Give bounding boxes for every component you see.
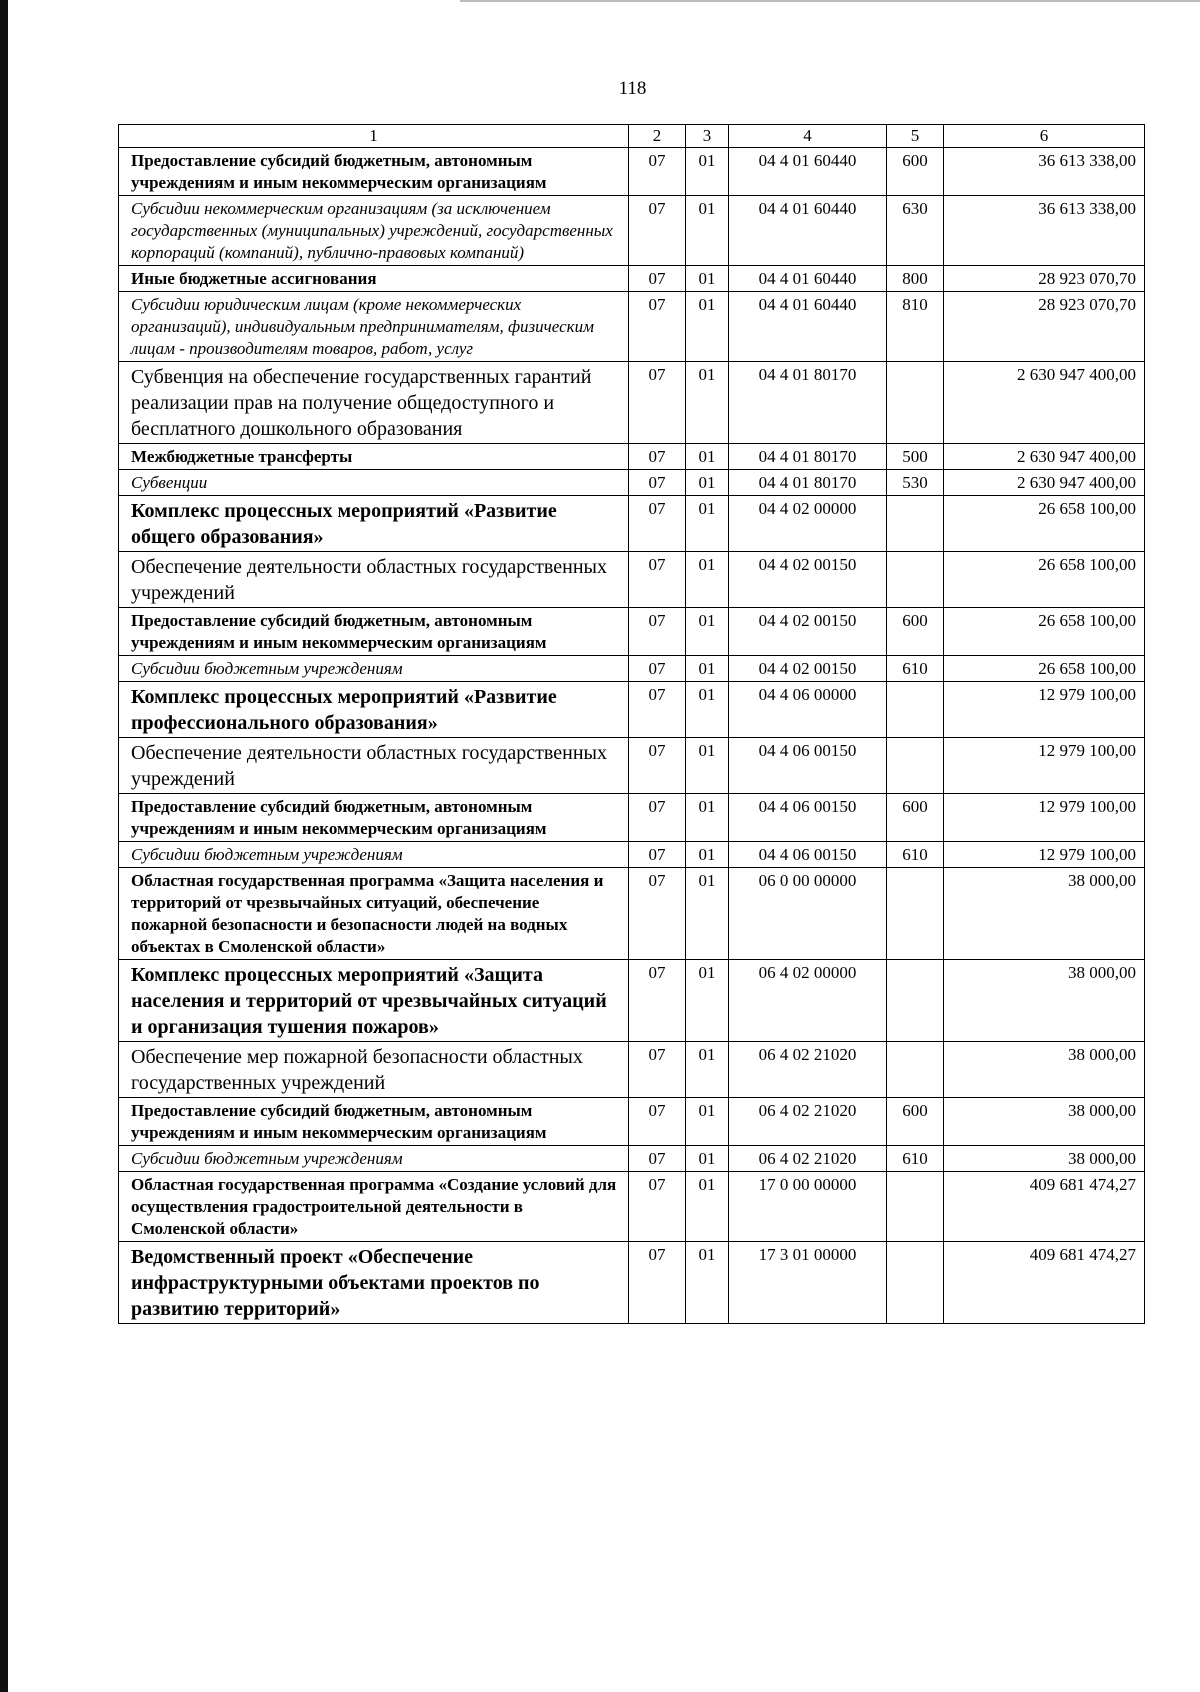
row-subsection: 01 (686, 362, 729, 444)
row-amount: 12 979 100,00 (944, 794, 1145, 842)
row-target-code: 04 4 02 00150 (729, 656, 887, 682)
table-row (119, 552, 1145, 608)
row-amount: 28 923 070,70 (944, 266, 1145, 292)
table-row (119, 196, 1145, 266)
row-target-code: 04 4 01 60440 (729, 292, 887, 362)
header-col-6: 6 (944, 125, 1145, 148)
row-section: 07 (629, 292, 686, 362)
row-name: Предоставление субсидий бюджетным, автономным учреждениям и иным некоммерческим организациям (119, 148, 629, 196)
row-section: 07 (629, 196, 686, 266)
row-subsection: 01 (686, 842, 729, 868)
row-name: Ведомственный проект «Обеспечение инфраструктурными объектами проектов по развитию территорий» (119, 1242, 629, 1324)
row-subsection: 01 (686, 868, 729, 960)
table-row (119, 444, 1145, 470)
row-amount: 38 000,00 (944, 1146, 1145, 1172)
row-expense-type (887, 1172, 944, 1242)
row-amount: 26 658 100,00 (944, 552, 1145, 608)
row-amount: 28 923 070,70 (944, 292, 1145, 362)
row-section: 07 (629, 496, 686, 552)
row-amount: 38 000,00 (944, 1042, 1145, 1098)
table-row (119, 496, 1145, 552)
row-name: Субсидии бюджетным учреждениям (119, 1146, 629, 1172)
row-name: Иные бюджетные ассигнования (119, 266, 629, 292)
row-target-code: 04 4 02 00150 (729, 608, 887, 656)
table-row (119, 842, 1145, 868)
row-amount: 2 630 947 400,00 (944, 470, 1145, 496)
row-section: 07 (629, 738, 686, 794)
row-section: 07 (629, 868, 686, 960)
row-expense-type (887, 552, 944, 608)
table-row (119, 470, 1145, 496)
row-subsection: 01 (686, 1146, 729, 1172)
row-section: 07 (629, 1098, 686, 1146)
table-row (119, 682, 1145, 738)
row-subsection: 01 (686, 1172, 729, 1242)
row-expense-type: 810 (887, 292, 944, 362)
row-section: 07 (629, 552, 686, 608)
table-row (119, 1242, 1145, 1324)
row-section: 07 (629, 960, 686, 1042)
table-row (119, 362, 1145, 444)
table-row (119, 960, 1145, 1042)
row-name: Комплекс процессных мероприятий «Защита населения и территорий от чрезвычайных ситуаций и организация тушения пожаров» (119, 960, 629, 1042)
row-name: Обеспечение деятельности областных государственных учреждений (119, 552, 629, 608)
row-target-code: 04 4 06 00150 (729, 842, 887, 868)
table-row (119, 266, 1145, 292)
row-amount: 12 979 100,00 (944, 738, 1145, 794)
row-subsection: 01 (686, 470, 729, 496)
row-subsection: 01 (686, 496, 729, 552)
row-subsection: 01 (686, 266, 729, 292)
row-amount: 36 613 338,00 (944, 196, 1145, 266)
row-subsection: 01 (686, 1098, 729, 1146)
row-amount: 26 658 100,00 (944, 496, 1145, 552)
row-target-code: 06 4 02 21020 (729, 1146, 887, 1172)
row-section: 07 (629, 1172, 686, 1242)
row-subsection: 01 (686, 682, 729, 738)
row-section: 07 (629, 794, 686, 842)
row-expense-type: 500 (887, 444, 944, 470)
row-subsection: 01 (686, 148, 729, 196)
row-subsection: 01 (686, 292, 729, 362)
row-expense-type: 600 (887, 1098, 944, 1146)
row-expense-type (887, 682, 944, 738)
row-subsection: 01 (686, 444, 729, 470)
table-row (119, 1172, 1145, 1242)
row-expense-type (887, 868, 944, 960)
row-subsection: 01 (686, 738, 729, 794)
row-expense-type: 600 (887, 794, 944, 842)
row-expense-type: 610 (887, 656, 944, 682)
row-subsection: 01 (686, 1242, 729, 1324)
row-expense-type: 800 (887, 266, 944, 292)
row-name: Комплекс процессных мероприятий «Развитие профессионального образования» (119, 682, 629, 738)
table-body (119, 148, 1145, 1324)
table-row (119, 148, 1145, 196)
row-expense-type (887, 1242, 944, 1324)
row-expense-type (887, 362, 944, 444)
row-target-code: 04 4 01 60440 (729, 148, 887, 196)
row-target-code: 04 4 01 80170 (729, 470, 887, 496)
row-subsection: 01 (686, 608, 729, 656)
row-name: Предоставление субсидий бюджетным, автономным учреждениям и иным некоммерческим организациям (119, 608, 629, 656)
row-section: 07 (629, 470, 686, 496)
row-section: 07 (629, 362, 686, 444)
row-section: 07 (629, 148, 686, 196)
row-name: Субсидии юридическим лицам (кроме некоммерческих организаций), индивидуальным предпринимателям, физическим лицам - производителям товаров, работ, услуг (119, 292, 629, 362)
row-expense-type (887, 496, 944, 552)
row-amount: 409 681 474,27 (944, 1242, 1145, 1324)
row-subsection: 01 (686, 960, 729, 1042)
table-row (119, 738, 1145, 794)
row-amount: 2 630 947 400,00 (944, 444, 1145, 470)
row-subsection: 01 (686, 552, 729, 608)
row-target-code: 04 4 06 00000 (729, 682, 887, 738)
row-target-code: 04 4 02 00000 (729, 496, 887, 552)
row-section: 07 (629, 1146, 686, 1172)
row-expense-type (887, 960, 944, 1042)
table-row (119, 868, 1145, 960)
row-name: Субвенции (119, 470, 629, 496)
table-row (119, 292, 1145, 362)
row-target-code: 04 4 01 60440 (729, 196, 887, 266)
row-amount: 12 979 100,00 (944, 682, 1145, 738)
row-subsection: 01 (686, 1042, 729, 1098)
row-subsection: 01 (686, 794, 729, 842)
row-name: Субсидии бюджетным учреждениям (119, 656, 629, 682)
budget-table (118, 124, 1145, 1324)
row-amount: 2 630 947 400,00 (944, 362, 1145, 444)
row-subsection: 01 (686, 196, 729, 266)
header-col-4: 4 (729, 125, 887, 148)
row-section: 07 (629, 682, 686, 738)
row-expense-type (887, 738, 944, 794)
row-target-code: 06 4 02 21020 (729, 1098, 887, 1146)
row-target-code: 06 4 02 00000 (729, 960, 887, 1042)
row-expense-type: 600 (887, 608, 944, 656)
row-name: Предоставление субсидий бюджетным, автономным учреждениям и иным некоммерческим организациям (119, 1098, 629, 1146)
row-amount: 26 658 100,00 (944, 656, 1145, 682)
header-col-3: 3 (686, 125, 729, 148)
row-subsection: 01 (686, 656, 729, 682)
row-amount: 409 681 474,27 (944, 1172, 1145, 1242)
table-row (119, 608, 1145, 656)
table-row (119, 1098, 1145, 1146)
table-row (119, 1146, 1145, 1172)
row-expense-type: 600 (887, 148, 944, 196)
page-number: 118 (618, 78, 647, 99)
scan-edge (0, 0, 8, 1692)
row-amount: 36 613 338,00 (944, 148, 1145, 196)
header-col-2: 2 (629, 125, 686, 148)
table-row (119, 794, 1145, 842)
row-target-code: 04 4 01 80170 (729, 444, 887, 470)
row-name: Обеспечение мер пожарной безопасности областных государственных учреждений (119, 1042, 629, 1098)
row-target-code: 17 0 00 00000 (729, 1172, 887, 1242)
header-row (119, 125, 1145, 148)
header-col-1: 1 (119, 125, 629, 148)
table-row (119, 1042, 1145, 1098)
row-amount: 38 000,00 (944, 960, 1145, 1042)
row-name: Предоставление субсидий бюджетным, автономным учреждениям и иным некоммерческим организациям (119, 794, 629, 842)
row-expense-type: 630 (887, 196, 944, 266)
row-target-code: 04 4 06 00150 (729, 738, 887, 794)
row-name: Комплекс процессных мероприятий «Развитие общего образования» (119, 496, 629, 552)
row-target-code: 04 4 01 80170 (729, 362, 887, 444)
row-target-code: 06 4 02 21020 (729, 1042, 887, 1098)
row-target-code: 04 4 06 00150 (729, 794, 887, 842)
row-section: 07 (629, 656, 686, 682)
row-section: 07 (629, 444, 686, 470)
header-col-5: 5 (887, 125, 944, 148)
row-target-code: 17 3 01 00000 (729, 1242, 887, 1324)
row-target-code: 06 0 00 00000 (729, 868, 887, 960)
row-name: Субвенция на обеспечение государственных гарантий реализации прав на получение общедоступного и бесплатного дошкольного образования (119, 362, 629, 444)
row-amount: 38 000,00 (944, 1098, 1145, 1146)
row-name: Областная государственная программа «Защита населения и территорий от чрезвычайных ситуаций, обеспечение пожарной безопасности и безопасности людей на водных объектах в Смоленской области» (119, 868, 629, 960)
row-target-code: 04 4 01 60440 (729, 266, 887, 292)
row-section: 07 (629, 266, 686, 292)
row-amount: 12 979 100,00 (944, 842, 1145, 868)
row-name: Обеспечение деятельности областных государственных учреждений (119, 738, 629, 794)
row-expense-type (887, 1042, 944, 1098)
scan-top-line (460, 0, 1200, 2)
row-name: Субсидии некоммерческим организациям (за исключением государственных (муниципальных) учреждений, государственных корпораций (компаний), публично-правовых компаний) (119, 196, 629, 266)
row-target-code: 04 4 02 00150 (729, 552, 887, 608)
row-expense-type: 610 (887, 842, 944, 868)
row-section: 07 (629, 1042, 686, 1098)
row-name: Субсидии бюджетным учреждениям (119, 842, 629, 868)
table-row (119, 656, 1145, 682)
row-name: Областная государственная программа «Создание условий для осуществления градостроительной деятельности в Смоленской области» (119, 1172, 629, 1242)
row-name: Межбюджетные трансферты (119, 444, 629, 470)
row-expense-type: 530 (887, 470, 944, 496)
row-section: 07 (629, 608, 686, 656)
row-expense-type: 610 (887, 1146, 944, 1172)
row-section: 07 (629, 1242, 686, 1324)
row-section: 07 (629, 842, 686, 868)
row-amount: 38 000,00 (944, 868, 1145, 960)
row-amount: 26 658 100,00 (944, 608, 1145, 656)
